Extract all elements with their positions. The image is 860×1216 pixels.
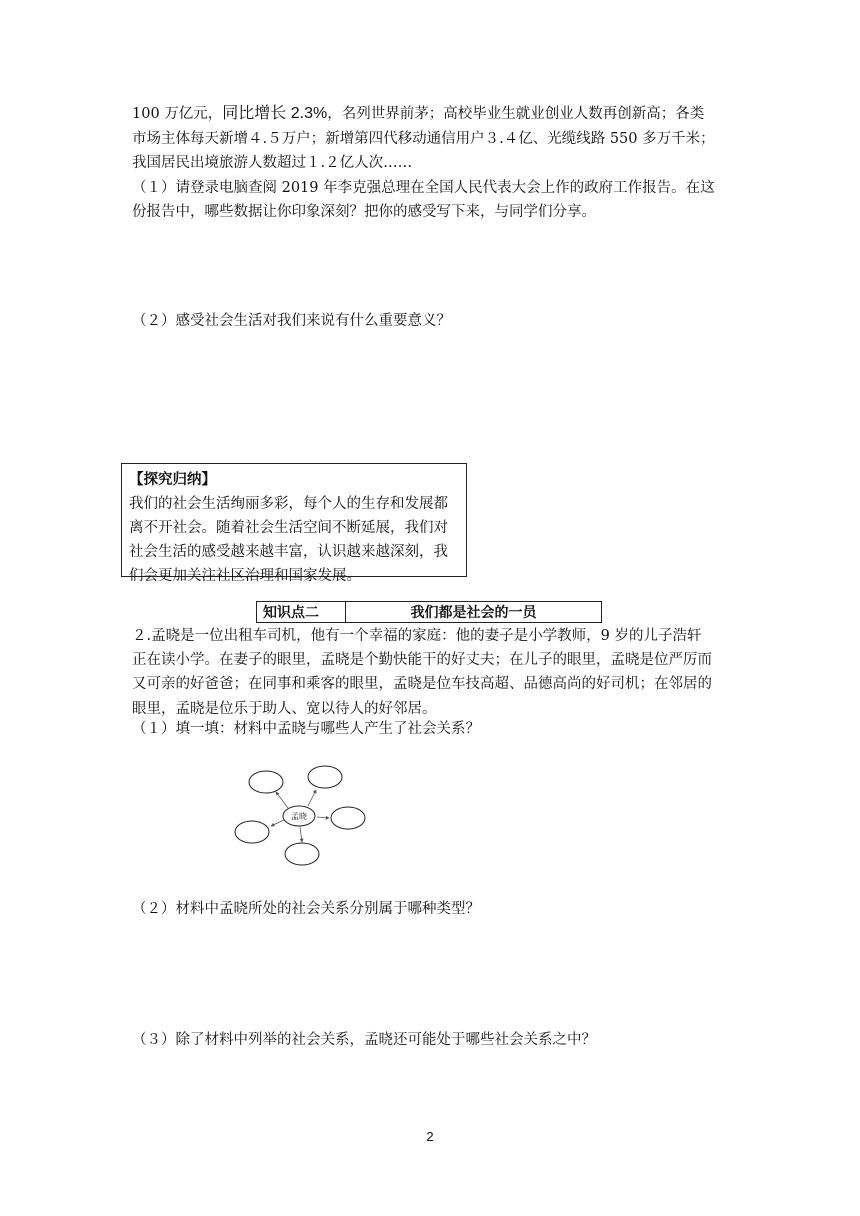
material-line: ２.孟晓是一位出租车司机，他有一个幸福的家庭：他的妻子是小学教师，9 岁的儿子浩轩 [132,628,702,644]
inquiry-summary-line: 离不开社会。随着社会生活空间不断延展，我们对 [129,520,448,536]
inquiry-summary-title: 【探究归纳】 [129,471,216,488]
intro-growth-highlight: 同比增长 2.3% [222,105,328,122]
blank-relation-oval[interactable] [308,766,342,788]
relationship-diagram [228,762,378,872]
material-line: 正在读小学。在妻子的眼里，孟晓是个勤快能干的好丈夫；在儿子的眼里，孟晓是位严厉而 [132,652,712,668]
question-1-line-2: 份报告中，哪些数据让你印象深刻？把你的感受写下来，与同学们分享。 [132,204,596,220]
material-line: 又可亲的好爸爸；在同事和乘客的眼里，孟晓是位车技高超、品德高尚的好司机；在邻居的 [132,676,712,692]
arrow-right [317,817,329,818]
knowledge-point-label: 知识点二 [257,602,346,623]
inquiry-summary-box [121,463,467,584]
subquestion-1: （１）填一填：材料中孟晓与哪些人产生了社会关系？ [132,721,480,737]
intro-line-2: 市场主体每天新增４.５万户；新增第四代移动通信用户３.４亿、光缆线路 550 多万千米； [132,131,715,147]
intro-text-c: ，名列世界前茅；高校毕业生就业创业人数再创新高；各类 [327,106,705,122]
intro-text-a: 100 万亿元， [132,106,223,122]
material-line: 眼里，孟晓是位乐于助人、宽以待人的好邻居。 [132,701,437,717]
subquestion-3: （３）除了材料中列举的社会关系，孟晓还可能处于哪些社会关系之中？ [132,1032,596,1048]
inquiry-summary-line: 我们的社会生活绚丽多彩，每个人的生存和发展都 [129,496,448,512]
blank-relation-oval[interactable] [331,807,365,829]
blank-relation-oval[interactable] [285,843,319,865]
knowledge-point-title: 我们都是社会的一员 [346,602,602,623]
blank-relation-oval[interactable] [235,821,269,843]
question-2: （２）感受社会生活对我们来说有什么重要意义？ [132,313,451,329]
center-node-label: 孟晓 [291,812,307,821]
intro-line-3: 我国居民出境旅游人数超过１.２亿人次…… [132,155,413,171]
knowledge-point-table [256,601,602,623]
inquiry-summary-line: 社会生活的感受越来越丰富，认识越来越深刻，我 [129,544,448,560]
subquestion-2: （２）材料中孟晓所处的社会关系分别属于哪种类型？ [132,901,480,917]
arrow-top-left [276,792,288,808]
blank-relation-oval[interactable] [249,771,283,793]
inquiry-summary-line: 们会更加关注社区治理和国家发展。 [129,568,361,584]
page-number: 2 [426,1129,434,1144]
arrow-left [271,820,284,826]
intro-line-1 [132,102,704,126]
question-1-line-1: （１）请登录电脑查阅 2019 年李克强总理在全国人民代表大会上作的政府工作报告。在这 [132,180,715,196]
arrow-top-right [308,790,316,806]
arrow-bottom [300,827,302,842]
